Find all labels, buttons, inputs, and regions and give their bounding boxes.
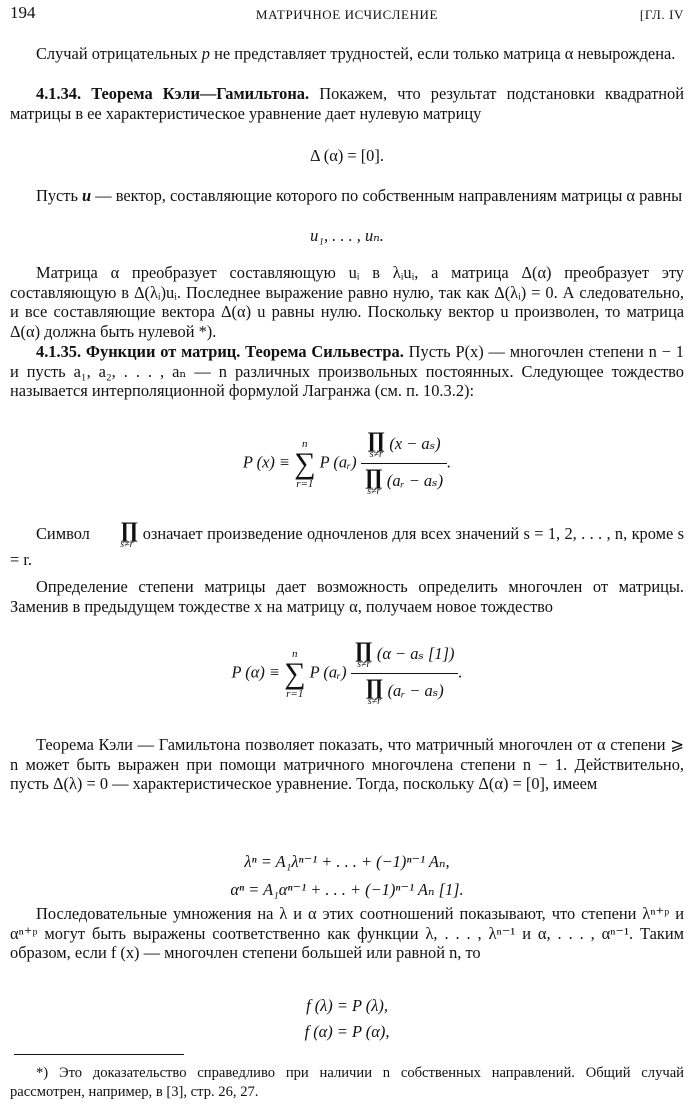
product-symbol: ∏ s≠r	[120, 517, 139, 550]
page-number: 194	[10, 3, 36, 22]
paragraph-product-symbol: Символ ∏ s≠r означает произведение одночленов для всех значений s = 1, 2, . . . , n, кроме s = r.	[10, 517, 684, 569]
lagrange-fraction: ∏ s≠r (x − aₛ) ∏ s≠r (aᵣ − aₛ)	[361, 430, 447, 497]
section-4-1-35: 4.1.35. Функции от матриц. Теорема Сильвестра. Пусть P(x) — многочлен степени n − 1 и пусть a₁, a₂, . . . , aₙ — n различных произвольных постоянных. Следующее тождество называется интерполяционной формулой Лагранжа (см. п. 10.3.2):	[10, 342, 684, 401]
paragraph-matrix-polynomial: Определение степени матрицы дает возможность определить многочлен от матрицы. Заменив в предыдущем тождестве x на матрицу α, получаем новое тождество	[10, 577, 684, 616]
running-title: МАТРИЧНОЕ ИСЧИСЛЕНИЕ	[255, 7, 439, 22]
running-header	[10, 3, 684, 23]
sum-symbol: n ∑ r=1	[284, 647, 306, 700]
equation-f-equals-p: f (λ) = P (λ), f (α) = P (α),	[304, 996, 390, 1041]
section-4-1-34: 4.1.34. Теорема Кэли—Гамильтона. Покажем, что результат подстановки квадратной матрицы в ее характеристическое уравнение дает нулевую матрицу	[10, 84, 685, 123]
paragraph-transformation: Матрица α преобразует составляющую uᵢ в λᵢuᵢ, а матрица Δ(α) преобразует эту составляющую в Δ(λᵢ)uᵢ. Последнее выражение равно нулю, так как Δ(λᵢ) = 0. А следовательно, и все составляющие вектора Δ(α) u равны нулю. Поскольку вектор u произволен, то матрица Δ(α) должна быть нулевой *).	[10, 263, 684, 341]
paragraph-negative-p: Случай отрицательных p не представляет трудностей, если только матрица α невырождена.	[36, 44, 676, 63]
matrix-lagrange-fraction: ∏ s≠r (α − aₛ [1]) ∏ s≠r (aᵣ − aₛ)	[351, 640, 459, 707]
product-symbol: ∏ s≠r	[354, 637, 373, 670]
footnote-rule	[14, 1054, 184, 1055]
equation-components: u₁, . . . , uₙ.	[310, 226, 384, 245]
product-symbol: ∏ s≠r	[365, 674, 384, 707]
product-symbol: ∏ s≠r	[364, 464, 383, 497]
footnote: *) Это доказательство справедливо при наличии n собственных направлений. Общий случай рассмотрен, например, в [3], стр. 26, 27.	[10, 1065, 684, 1100]
sum-symbol: n ∑ r=1	[294, 437, 316, 490]
paragraph-successive-multiplication: Последовательные умножения на λ и α этих соотношений показывают, что степени λⁿ⁺ᵖ и αⁿ⁺ᵖ могут быть выражены соответственно как функции λ, . . . , λⁿ⁻¹ и α, . . . , αⁿ⁻¹. Таким образом, если f (x) — многочлен степени большей или равной n, то	[10, 904, 684, 963]
equation-characteristic: λⁿ = A₁λⁿ⁻¹ + . . . + (−1)ⁿ⁻¹ Aₙ, αⁿ = A₁αⁿ⁻¹ + . . . + (−1)ⁿ⁻¹ Aₙ [1].	[230, 852, 464, 899]
section-heading: 4.1.35. Функции от матриц. Теорема Сильвестра.	[36, 342, 404, 361]
equation-lagrange: P (x) ≡ n ∑ r=1 P (aᵣ) ∏ s≠r (x − aₛ) ∏ s≠r (aᵣ − aₛ) .	[242, 427, 452, 497]
product-symbol: ∏ s≠r	[367, 427, 386, 460]
equation-delta-zero: Δ (α) = [0].	[310, 146, 384, 165]
paragraph-cayley-hamilton-use: Теорема Кэли — Гамильтона позволяет показать, что матричный многочлен от α степени ⩾ n может быть выражен при помощи матричного многочлена степени n − 1. Действительно, пусть Δ(λ) = 0 — характеристическое уравнение. Тогда, поскольку Δ(α) = [0], имеем	[10, 735, 684, 794]
section-heading: 4.1.34. Теорема Кэли—Гамильтона.	[36, 84, 310, 103]
chapter-marker: [ГЛ. IV	[639, 7, 684, 22]
equation-matrix-lagrange: P (α) ≡ n ∑ r=1 P (aᵣ) ∏ s≠r (α − aₛ [1]) ∏ s≠r (aᵣ − aₛ) .	[231, 637, 463, 707]
paragraph-vector-u: Пусть u — вектор, составляющие которого по собственным направлениям матрицы α равны	[36, 186, 683, 205]
